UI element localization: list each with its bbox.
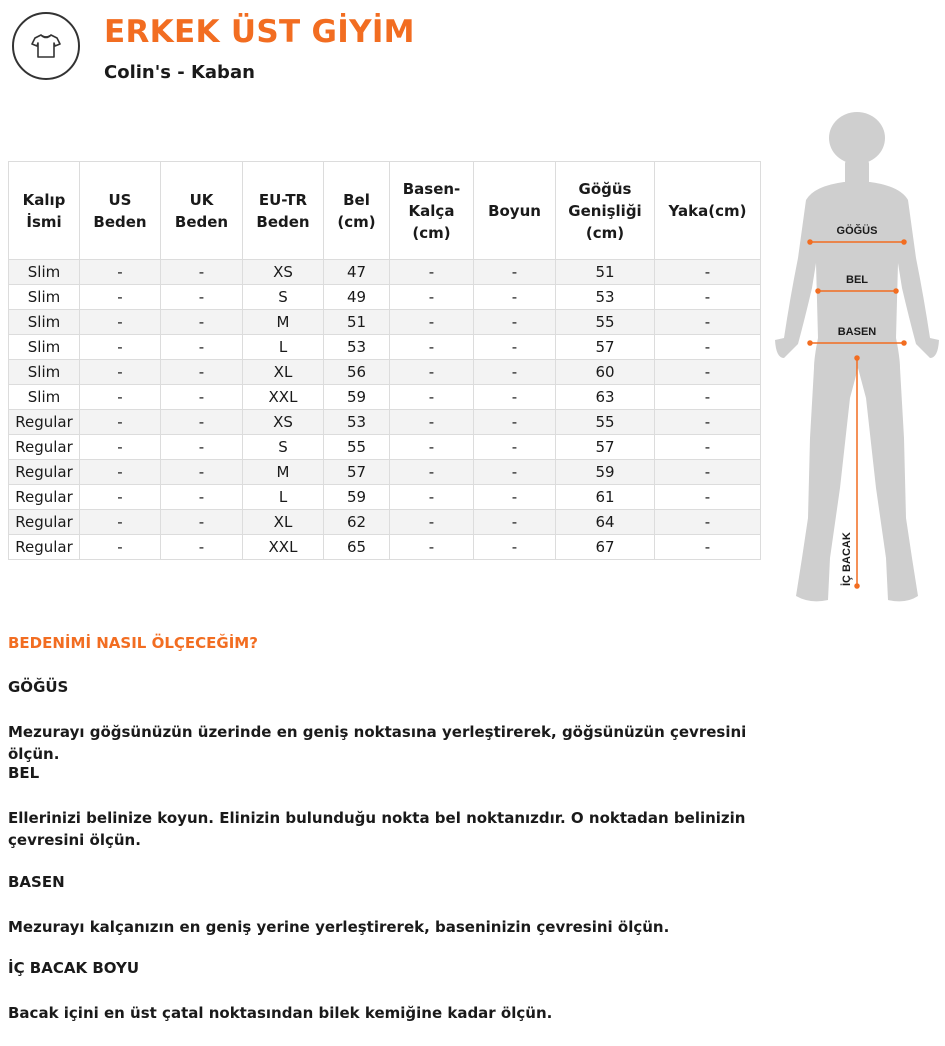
tshirt-icon	[31, 32, 61, 60]
table-cell: XL	[243, 510, 324, 535]
table-cell: -	[161, 335, 243, 360]
hip-label: BASEN	[837, 326, 877, 338]
table-cell: -	[655, 435, 761, 460]
table-cell: -	[80, 510, 161, 535]
table-cell: 57	[556, 435, 655, 460]
table-cell: 55	[324, 435, 390, 460]
size-table	[8, 161, 761, 560]
table-cell: Regular	[9, 460, 80, 485]
inseam-label: İÇ BACAK	[841, 532, 853, 586]
column-header-line: Yaka(cm)	[668, 201, 747, 220]
column-header	[80, 162, 161, 260]
column-header-line: (cm)	[337, 212, 376, 231]
table-cell: -	[655, 335, 761, 360]
table-cell: -	[80, 310, 161, 335]
table-cell: -	[390, 510, 474, 535]
table-cell: 49	[324, 285, 390, 310]
table-cell: -	[161, 510, 243, 535]
table-cell: -	[390, 410, 474, 435]
table-cell: -	[655, 410, 761, 435]
table-cell: S	[243, 435, 324, 460]
table-row	[9, 410, 761, 435]
table-cell: -	[80, 485, 161, 510]
table-cell: -	[655, 510, 761, 535]
table-cell: 59	[556, 460, 655, 485]
table-cell: -	[390, 335, 474, 360]
column-header	[9, 162, 80, 260]
page-title: ERKEK ÜST GİYİM	[104, 14, 415, 50]
column-header-line: Kalıp	[22, 190, 66, 209]
table-cell: -	[80, 360, 161, 385]
column-header-line: Beden	[93, 212, 147, 231]
table-cell: -	[161, 260, 243, 285]
table-cell: Regular	[9, 435, 80, 460]
table-row	[9, 285, 761, 310]
table-cell: -	[390, 485, 474, 510]
waist-label: BEL	[846, 274, 868, 286]
page-header	[12, 12, 712, 86]
table-cell: 56	[324, 360, 390, 385]
guide-heading-inseam: İÇ BACAK BOYU	[8, 959, 140, 977]
table-cell: -	[161, 285, 243, 310]
table-cell: Regular	[9, 410, 80, 435]
table-cell: 51	[324, 310, 390, 335]
column-header	[390, 162, 474, 260]
table-cell: -	[161, 485, 243, 510]
table-cell: 53	[324, 335, 390, 360]
table-cell: -	[474, 510, 556, 535]
table-row	[9, 460, 761, 485]
category-badge	[12, 12, 80, 80]
guide-text-hip: Mezurayı kalçanızın en geniş yerine yerleştirerek, baseninizin çevresini ölçün.	[8, 918, 670, 936]
column-header-line: İsmi	[26, 212, 62, 231]
column-header-line: (cm)	[585, 223, 625, 242]
table-cell: -	[80, 410, 161, 435]
table-cell: -	[161, 360, 243, 385]
table-cell: 63	[556, 385, 655, 410]
table-cell: 57	[324, 460, 390, 485]
column-header-line: Genişliği	[568, 201, 642, 220]
table-cell: -	[474, 485, 556, 510]
table-cell: -	[474, 535, 556, 560]
body-silhouette	[766, 108, 945, 608]
table-cell: 47	[324, 260, 390, 285]
table-cell: -	[474, 285, 556, 310]
guide-text-chest: Mezurayı göğsünüzün üzerinde en geniş noktasına yerleştirerek, göğsünüzün çevresini ölçün.	[8, 723, 747, 763]
column-header-line: (cm)	[412, 223, 451, 242]
table-cell: 57	[556, 335, 655, 360]
table-cell: Regular	[9, 485, 80, 510]
table-cell: Slim	[9, 385, 80, 410]
table-cell: 59	[324, 485, 390, 510]
column-header-line: Basen-	[402, 179, 461, 198]
column-header	[161, 162, 243, 260]
table-cell: -	[390, 285, 474, 310]
table-cell: 53	[556, 285, 655, 310]
guide-text-waist: Ellerinizi belinize koyun. Elinizin bulunduğu nokta bel noktanızdır. O noktadan belinizin çevresini ölçün.	[8, 809, 746, 849]
table-cell: L	[243, 335, 324, 360]
table-cell: Slim	[9, 335, 80, 360]
table-cell: -	[161, 535, 243, 560]
chest-label: GÖĞÜS	[836, 225, 878, 237]
table-cell: -	[80, 460, 161, 485]
column-header	[655, 162, 761, 260]
table-cell: -	[655, 360, 761, 385]
table-cell: XXL	[243, 535, 324, 560]
column-header	[474, 162, 556, 260]
table-cell: 62	[324, 510, 390, 535]
column-header-line: US	[108, 190, 132, 209]
page-subtitle: Colin's - Kaban	[104, 62, 255, 83]
table-cell: -	[655, 485, 761, 510]
table-cell: -	[161, 460, 243, 485]
table-row	[9, 360, 761, 385]
column-header-line: Bel	[343, 190, 370, 209]
table-cell: -	[161, 385, 243, 410]
table-cell: -	[80, 535, 161, 560]
guide-heading-chest: GÖĞÜS	[8, 678, 69, 696]
table-row	[9, 260, 761, 285]
body-measurement-figure	[766, 108, 945, 608]
column-header-line: Beden	[174, 212, 229, 231]
table-cell: Slim	[9, 310, 80, 335]
table-cell: -	[655, 385, 761, 410]
table-cell: -	[161, 410, 243, 435]
guide-heading-hip: BASEN	[8, 873, 65, 891]
guide-heading-waist: BEL	[8, 764, 40, 782]
table-cell: 60	[556, 360, 655, 385]
table-cell: -	[474, 310, 556, 335]
column-header-line: Boyun	[488, 201, 541, 220]
table-cell: Slim	[9, 260, 80, 285]
table-cell: XXL	[243, 385, 324, 410]
table-cell: 55	[556, 410, 655, 435]
table-cell: L	[243, 485, 324, 510]
table-cell: XL	[243, 360, 324, 385]
table-row	[9, 435, 761, 460]
column-header-line: UK	[189, 190, 214, 209]
table-cell: -	[80, 335, 161, 360]
table-cell: -	[655, 310, 761, 335]
table-cell: -	[390, 260, 474, 285]
column-header	[556, 162, 655, 260]
column-header	[243, 162, 324, 260]
table-cell: -	[390, 385, 474, 410]
table-row	[9, 335, 761, 360]
table-cell: S	[243, 285, 324, 310]
table-cell: Slim	[9, 360, 80, 385]
table-cell: -	[655, 260, 761, 285]
table-cell: 65	[324, 535, 390, 560]
table-cell: 67	[556, 535, 655, 560]
table-cell: XS	[243, 410, 324, 435]
table-row	[9, 510, 761, 535]
column-header-line: Kalça	[408, 201, 455, 220]
table-row	[9, 385, 761, 410]
table-cell: -	[80, 260, 161, 285]
guide-question: BEDENİMİ NASIL ÖLÇECEĞİM?	[8, 634, 258, 652]
table-cell: 55	[556, 310, 655, 335]
table-cell: 51	[556, 260, 655, 285]
table-cell: -	[390, 360, 474, 385]
table-cell: -	[474, 360, 556, 385]
table-cell: 61	[556, 485, 655, 510]
table-cell: -	[390, 535, 474, 560]
table-row	[9, 310, 761, 335]
column-header-line: Beden	[256, 212, 310, 231]
table-cell: 64	[556, 510, 655, 535]
table-cell: -	[390, 435, 474, 460]
table-cell: XS	[243, 260, 324, 285]
table-cell: 53	[324, 410, 390, 435]
table-row	[9, 485, 761, 510]
table-cell: M	[243, 310, 324, 335]
table-cell: -	[390, 310, 474, 335]
table-cell: Regular	[9, 535, 80, 560]
table-cell: 59	[324, 385, 390, 410]
table-cell: -	[474, 335, 556, 360]
table-cell: -	[655, 535, 761, 560]
table-cell: -	[655, 460, 761, 485]
table-cell: -	[80, 285, 161, 310]
table-cell: -	[474, 435, 556, 460]
column-header-line: Göğüs	[578, 179, 632, 198]
table-body	[9, 260, 761, 560]
column-header-line: EU-TR	[258, 190, 308, 209]
table-cell: M	[243, 460, 324, 485]
guide-text-inseam: Bacak içini en üst çatal noktasından bilek kemiğine kadar ölçün.	[8, 1004, 553, 1022]
table-cell: -	[655, 285, 761, 310]
table-cell: Slim	[9, 285, 80, 310]
table-header-row	[9, 162, 761, 260]
table-cell: -	[474, 260, 556, 285]
column-header	[324, 162, 390, 260]
table-cell: -	[80, 435, 161, 460]
table-cell: -	[161, 310, 243, 335]
table-row	[9, 535, 761, 560]
table-cell: -	[80, 385, 161, 410]
table-cell: -	[390, 460, 474, 485]
table-cell: -	[474, 460, 556, 485]
table-cell: -	[161, 435, 243, 460]
table-cell: -	[474, 410, 556, 435]
table-cell: -	[474, 385, 556, 410]
table-cell: Regular	[9, 510, 80, 535]
